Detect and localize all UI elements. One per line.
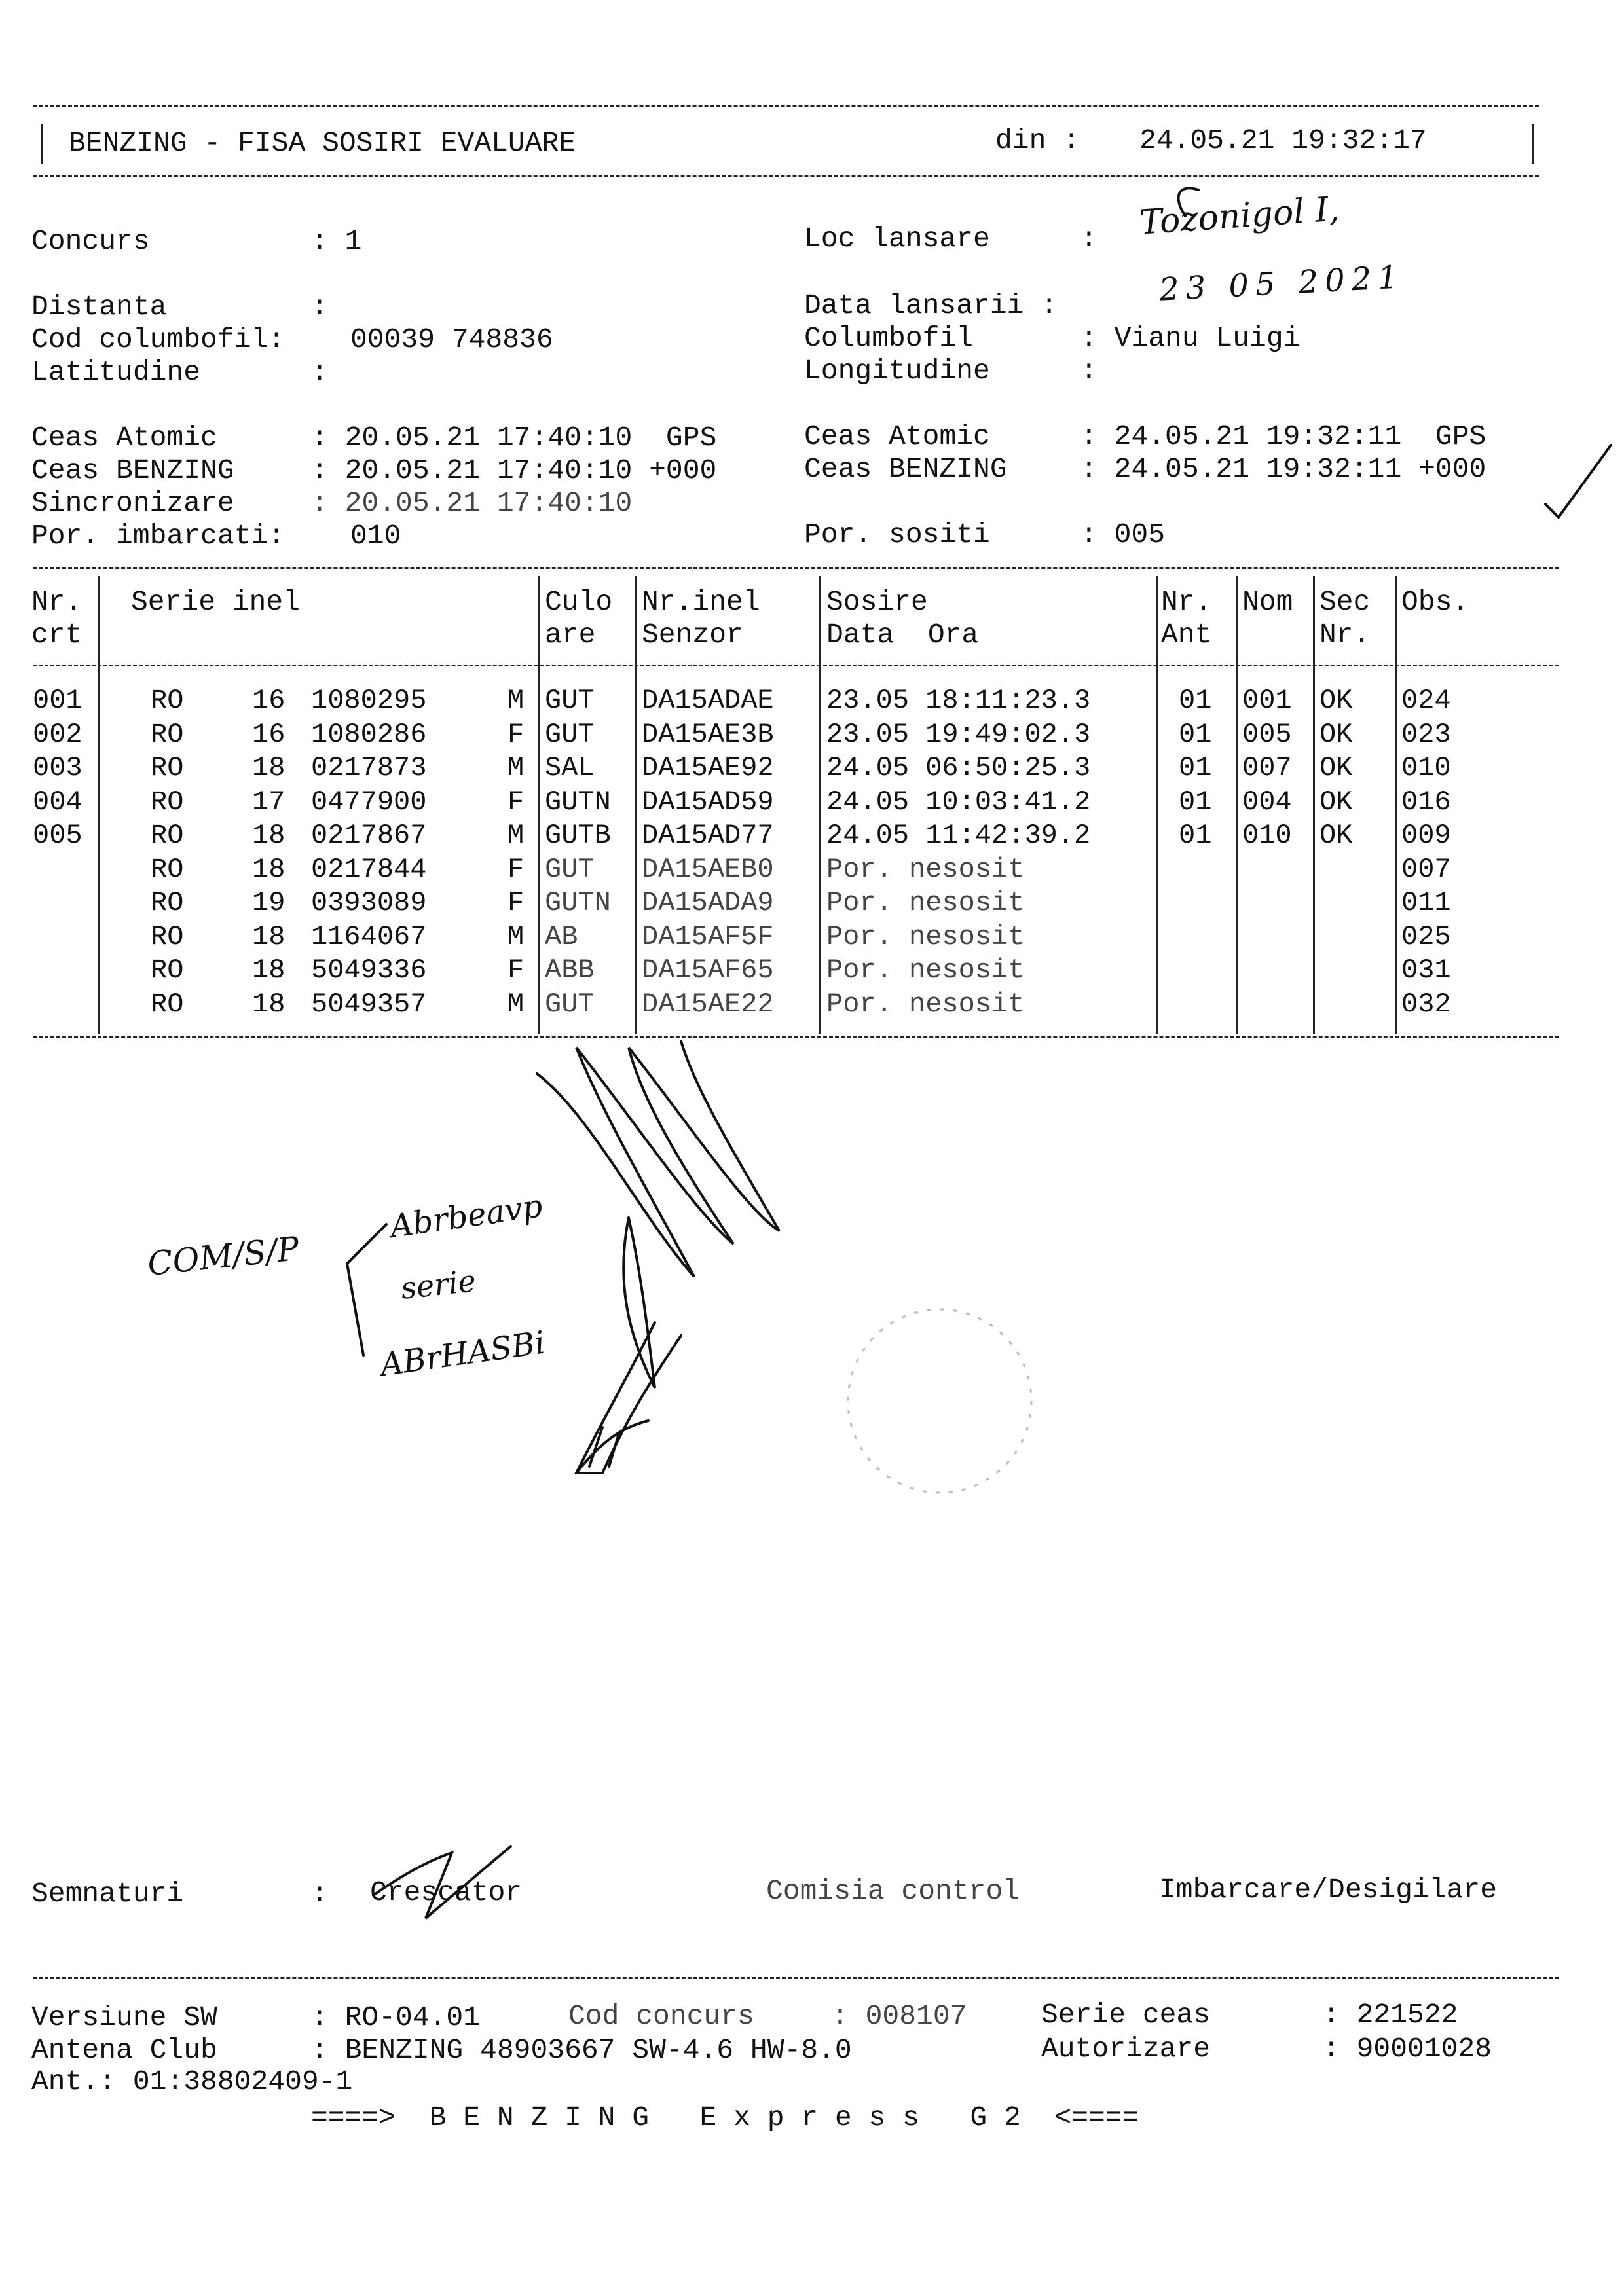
col-sep-serie <box>538 576 540 1034</box>
th-culoare-2: are <box>545 619 596 651</box>
cell-sosire: 23.05 18:11:23.3 <box>826 685 1091 716</box>
cell-ant: 01 <box>1179 685 1212 716</box>
autorizare-value: : 90001028 <box>1323 2033 1492 2065</box>
cell-ant: 01 <box>1179 786 1212 818</box>
loc-lansare-label: Loc lansare <box>804 223 990 255</box>
cell-culoare: GUT <box>545 853 595 885</box>
cell-nom: 005 <box>1242 718 1292 750</box>
cell-nr-inel: 0393089 <box>311 887 427 919</box>
cell-tara: RO <box>151 752 184 784</box>
cell-senzor: DA15AD59 <box>642 786 774 818</box>
th-nr-inel: Nr.inel <box>642 586 760 618</box>
cell-nom: 004 <box>1242 786 1292 818</box>
signature-loops <box>537 1041 779 1277</box>
th-sec-nr: Nr. <box>1320 619 1371 651</box>
note-line-3: ABrHASBi <box>378 1324 547 1384</box>
th-data-ora: Data Ora <box>826 619 979 651</box>
cell-sex: M <box>507 685 525 716</box>
latitudine-sep: : <box>311 356 328 388</box>
header-right-border <box>1532 124 1534 164</box>
cell-an: 19 <box>252 887 286 919</box>
cell-an: 18 <box>252 853 286 885</box>
th-crt: crt <box>31 619 83 651</box>
col-sep-crt <box>98 576 100 1034</box>
cell-sex: M <box>507 988 525 1020</box>
cell-culoare: GUT <box>545 718 595 750</box>
cell-sex: M <box>507 820 525 851</box>
cell-nr-inel: 0477900 <box>311 786 427 818</box>
th-culoare-1: Culo <box>545 586 613 618</box>
autorizare-label: Autorizare <box>1041 2033 1211 2065</box>
cod-concurs-value: : 008107 <box>832 2000 967 2032</box>
cell-tara: RO <box>151 920 184 953</box>
cell-nr-crt: 005 <box>33 820 83 851</box>
cell-obs: 007 <box>1401 853 1451 885</box>
th-ant: Ant <box>1161 619 1212 651</box>
crescator-label: Crescator <box>370 1876 523 1908</box>
cell-nr-inel: 5049336 <box>311 955 427 986</box>
cell-nr-inel: 0217873 <box>311 752 427 784</box>
cell-sosire: 23.05 19:49:02.3 <box>826 718 1091 750</box>
cell-tara: RO <box>151 955 184 986</box>
cell-tara: RO <box>151 820 184 851</box>
cod-concurs-label: Cod concurs <box>568 2000 754 2032</box>
cell-senzor: DA15AE22 <box>642 988 774 1020</box>
col-sep-senzor <box>819 576 821 1034</box>
report-datetime: 24.05.21 19:32:17 <box>1139 124 1427 156</box>
cell-senzor: DA15AD77 <box>642 820 774 851</box>
ceas-atomic-label: Ceas Atomic <box>31 422 217 454</box>
cell-tara: RO <box>151 988 184 1020</box>
cell-an: 16 <box>252 685 286 716</box>
document-title: BENZING - FISA SOSIRI EVALUARE <box>69 127 576 159</box>
note-line-2: serie <box>399 1263 478 1306</box>
th-sosire: Sosire <box>826 586 928 618</box>
th-serie-inel: Serie inel <box>131 586 301 618</box>
cell-sosire: 24.05 06:50:25.3 <box>826 752 1091 784</box>
bracket-arrow <box>347 1224 386 1355</box>
th-nom: Nom <box>1242 586 1293 618</box>
data-lansarii-handwritten: 23 05 2021 <box>1158 259 1406 308</box>
comisie-note: COM/S/P <box>145 1230 301 1283</box>
cell-senzor: DA15AF65 <box>642 955 774 986</box>
cell-nr-crt: 004 <box>33 786 83 818</box>
cell-tara: RO <box>151 887 184 919</box>
cell-obs: 025 <box>1401 920 1451 953</box>
col-sep-ant <box>1236 576 1238 1034</box>
concurs-value: : 1 <box>311 225 362 257</box>
col-sep-culoare <box>635 576 637 1034</box>
stamp-circle <box>848 1309 1031 1493</box>
col-sep-sosire <box>1156 576 1158 1034</box>
cell-obs: 009 <box>1401 820 1451 851</box>
por-sositi-value: : 005 <box>1080 519 1166 551</box>
cell-culoare: GUT <box>545 685 595 716</box>
ceas-benzing-start: : 20.05.21 17:40:10 +000 <box>311 454 717 486</box>
imbarcare-label: Imbarcare/Desigilare <box>1159 1874 1498 1906</box>
cell-nr-crt: 003 <box>33 752 83 784</box>
cell-sec: OK <box>1320 786 1353 818</box>
sincronizare-label: Sincronizare <box>31 487 234 519</box>
columbofil-value: : Vianu Luigi <box>1080 322 1301 354</box>
cell-obs: 031 <box>1401 955 1451 986</box>
cell-sosire: Por. nesosit <box>826 887 1025 919</box>
ceas-benzing-right-label: Ceas BENZING <box>804 453 1007 485</box>
cell-nom: 007 <box>1242 752 1292 784</box>
cell-culoare: GUTB <box>545 820 611 851</box>
cell-nr-inel: 0217867 <box>311 820 427 851</box>
th-senzor: Senzor <box>642 619 743 651</box>
versiune-sw-label: Versiune SW <box>31 2001 217 2033</box>
cod-columbofil-value: 00039 748836 <box>350 323 553 355</box>
cell-obs: 016 <box>1401 786 1451 818</box>
data-lansarii-label: Data lansarii : <box>804 289 1058 321</box>
cell-senzor: DA15AE92 <box>642 752 774 784</box>
loc-lansare-sep: : <box>1080 223 1098 255</box>
cell-an: 18 <box>252 988 286 1020</box>
loc-lansare-handwritten: Tozonigol I, <box>1138 189 1341 243</box>
cell-obs: 032 <box>1401 988 1451 1020</box>
cell-sosire: 24.05 11:42:39.2 <box>826 820 1091 851</box>
cell-nom: 010 <box>1242 820 1292 851</box>
cell-sec: OK <box>1320 752 1353 784</box>
cell-ant: 01 <box>1179 718 1212 750</box>
header-bottom-border <box>33 175 1539 177</box>
por-imbarcati-label: Por. imbarcati: <box>31 520 286 552</box>
distanta-label: Distanta <box>31 291 167 323</box>
antenna-id: Ant.: 01:38802409-1 <box>31 2066 353 2098</box>
cell-sosire: Por. nesosit <box>826 853 1025 885</box>
ceas-atomic-right-label: Ceas Atomic <box>804 420 990 452</box>
versiune-sw-value: : RO-04.01 <box>311 2001 481 2033</box>
header-top-border <box>33 105 1539 107</box>
serie-ceas-value: : 221522 <box>1323 1999 1458 2031</box>
cell-nr-crt: 002 <box>33 718 83 750</box>
latitudine-label: Latitudine <box>31 356 201 388</box>
distanta-sep: : <box>311 291 328 323</box>
cell-senzor: DA15AEB0 <box>642 853 774 885</box>
cell-ant: 01 <box>1179 752 1212 784</box>
cell-sex: F <box>507 955 525 986</box>
cell-sex: F <box>507 853 525 885</box>
concurs-label: Concurs <box>31 225 150 257</box>
cell-tara: RO <box>151 718 184 750</box>
cell-sec: OK <box>1320 685 1353 716</box>
antena-club-value: : BENZING 48903667 SW-4.6 HW-8.0 <box>311 2034 852 2066</box>
cell-sosire: 24.05 10:03:41.2 <box>826 786 1091 818</box>
cell-sex: F <box>507 887 525 919</box>
table-bottom-border <box>33 1036 1559 1038</box>
cell-senzor: DA15AE3B <box>642 718 774 750</box>
check-mark <box>1545 445 1611 517</box>
cell-nr-inel: 1080286 <box>311 718 427 750</box>
ceas-benzing-label: Ceas BENZING <box>31 454 234 486</box>
cell-ant: 01 <box>1179 820 1212 851</box>
cell-obs: 010 <box>1401 752 1451 784</box>
cell-tara: RO <box>151 786 184 818</box>
cod-columbofil-label: Cod columbofil: <box>31 323 286 355</box>
cell-nr-inel: 1164067 <box>311 920 427 953</box>
table-top-border <box>33 567 1559 569</box>
ceas-benzing-end: : 24.05.21 19:32:11 +000 <box>1080 453 1486 485</box>
cell-culoare: SAL <box>545 752 595 784</box>
cell-an: 17 <box>252 786 286 818</box>
cell-tara: RO <box>151 853 184 885</box>
col-sep-nom <box>1313 576 1315 1034</box>
note-line-1: Abrbeavp <box>388 1187 545 1246</box>
por-sositi-label: Por. sositi <box>804 519 990 551</box>
cell-nr-inel: 0217844 <box>311 853 427 885</box>
cell-an: 16 <box>252 718 286 750</box>
columbofil-label: Columbofil <box>804 322 974 354</box>
cell-sex: F <box>507 786 525 818</box>
por-imbarcati-value: 010 <box>350 520 401 552</box>
longitudine-label: Longitudine <box>804 355 990 387</box>
benzing-banner: ====> B E N Z I N G E x p r e s s G 2 <==== <box>311 2102 1139 2134</box>
cell-culoare: ABB <box>545 955 595 986</box>
sincronizare-value: : 20.05.21 17:40:10 <box>311 487 633 519</box>
th-nr: Nr. <box>31 586 83 618</box>
cell-culoare: GUTN <box>545 786 611 818</box>
th-nr-ant: Nr. <box>1161 586 1212 618</box>
cell-an: 18 <box>252 820 286 851</box>
cell-culoare: GUT <box>545 988 595 1020</box>
antena-club-label: Antena Club <box>31 2034 217 2066</box>
cell-sosire: Por. nesosit <box>826 988 1025 1020</box>
cell-obs: 024 <box>1401 685 1451 716</box>
cell-sex: F <box>507 718 525 750</box>
footer-divider <box>33 1977 1559 1979</box>
cell-nr-inel: 5049357 <box>311 988 427 1020</box>
cell-senzor: DA15ADAE <box>642 685 774 716</box>
cell-tara: RO <box>151 685 184 716</box>
longitudine-sep: : <box>1080 355 1098 387</box>
th-obs: Obs. <box>1401 586 1469 618</box>
semnaturi-sep: : <box>311 1878 328 1910</box>
semnaturi-label: Semnaturi <box>31 1878 184 1910</box>
cell-sec: OK <box>1320 820 1353 851</box>
cell-senzor: DA15ADA9 <box>642 887 774 919</box>
cell-an: 18 <box>252 955 286 986</box>
cell-sosire: Por. nesosit <box>826 920 1025 953</box>
din-label: din : <box>995 124 1080 156</box>
cell-an: 18 <box>252 920 286 953</box>
ceas-atomic-end: : 24.05.21 19:32:11 GPS <box>1080 420 1486 452</box>
cell-culoare: GUTN <box>545 887 611 919</box>
cell-nom: 001 <box>1242 685 1292 716</box>
cell-an: 18 <box>252 752 286 784</box>
cell-sosire: Por. nesosit <box>826 955 1025 986</box>
comisia-control-label: Comisia control <box>766 1875 1020 1907</box>
th-sec: Sec <box>1320 586 1371 618</box>
cell-sex: M <box>507 752 525 784</box>
ceas-atomic-start: : 20.05.21 17:40:10 GPS <box>311 422 717 454</box>
table-header-divider <box>33 665 1559 666</box>
cell-obs: 023 <box>1401 718 1451 750</box>
cell-sec: OK <box>1320 718 1353 750</box>
cell-nr-crt: 001 <box>33 685 83 716</box>
cell-nr-inel: 1080295 <box>311 685 427 716</box>
cell-sex: M <box>507 920 525 953</box>
cell-culoare: AB <box>545 920 578 953</box>
col-sep-sec <box>1395 576 1397 1034</box>
cell-obs: 011 <box>1401 887 1451 919</box>
cell-senzor: DA15AF5F <box>642 920 774 953</box>
serie-ceas-label: Serie ceas <box>1041 1999 1211 2031</box>
header-left-border <box>41 124 43 164</box>
